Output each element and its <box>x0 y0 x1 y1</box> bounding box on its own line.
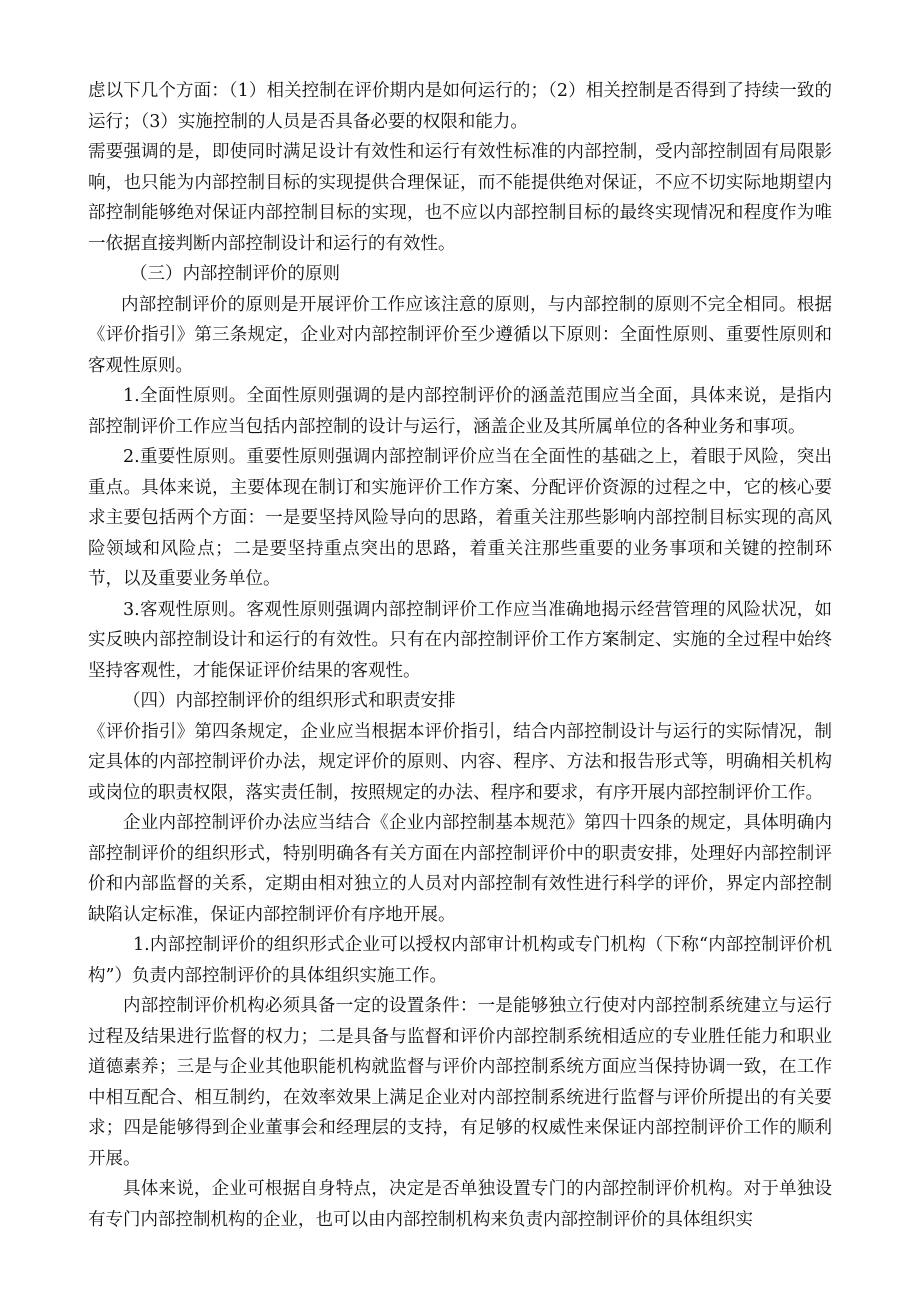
document-body <box>88 76 832 1235</box>
paragraph-importance-principle: 2.重要性原则。重要性原则强调内部控制评价应当在全面性的基础之上，着眼于风险，突出重点。具体来说，主要体现在制订和实施评价工作方案、分配评价资源的过程之中，它的核心要求主要包括两个方面：一是要坚持风险导向的思路，着重关注那些影响内部控制目标实现的高风险领域和风险点；二是要坚持重点突出的思路，着重关注那些重要的业务事项和关键的控制环节，以及重要业务单位。 <box>88 447 832 589</box>
paragraph-objectivity-principle: 3.客观性原则。客观性原则强调内部控制评价工作应当准确地揭示经营管理的风险状况，如实反映内部控制设计和运行的有效性。只有在内部控制评价工作方案制定、实施的全过程中始终坚持客观性，才能保证评价结果的客观性。 <box>88 599 832 681</box>
paragraph-specific-setup: 具体来说，企业可根据自身特点，决定是否单独设置专门的内部控制评价机构。对于单独设有专门内部控制机构的企业，也可以由内部控制机构来负责内部控制评价的具体组织实 <box>88 1179 832 1230</box>
paragraph-article-four: 《评价指引》第四条规定，企业应当根据本评价指引，结合内部控制设计与运行的实际情况，制定具体的内部控制评价办法，规定评价的原则、内容、程序、方法和报告形式等，明确相关机构或岗位的职责权限，落实责任制，按照规定的办法、程序和要求，有序开展内部控制评价工作。 <box>88 721 832 803</box>
section-heading-organization: （四）内部控制评价的组织形式和职责安排 <box>123 691 456 711</box>
paragraph-evaluation-method: 企业内部控制评价办法应当结合《企业内部控制基本规范》第四十四条的规定，具体明确内部控制评价的组织形式，特别明确各有关方面在内部控制评价中的职责安排，处理好内部控制评价和内部监督的关系，定期由相对独立的人员对内部控制有效性进行科学的评价，界定内部控制缺陷认定标准，保证内部控制评价有序地开展。 <box>88 813 832 925</box>
paragraph-continuation: 虑以下几个方面：（1）相关控制在评价期内是如何运行的；（2）相关控制是否得到了持续一致的运行；（3）实施控制的人员是否具备必要的权限和能力。 <box>88 81 832 132</box>
section-heading-principles: （三）内部控制评价的原则 <box>130 264 340 284</box>
paragraph-organization-form: 1.内部控制评价的组织形式企业可以授权内部审计机构或专门机构（下称“内部控制评价机构”）负责内部控制评价的具体组织实施工作。 <box>88 935 832 986</box>
paragraph-principles-intro: 内部控制评价的原则是开展评价工作应该注意的原则，与内部控制的原则不完全相同。根据《评价指引》第三条规定，企业对内部控制评价至少遵循以下原则：全面性原则、重要性原则和客观性原则。 <box>88 294 832 376</box>
paragraph-setup-conditions: 内部控制评价机构必须具备一定的设置条件：一是能够独立行使对内部控制系统建立与运行过程及结果进行监督的权力；二是具备与监督和评价内部控制系统相适应的专业胜任能力和职业道德素养；三是与企业其他职能机构就监督与评价内部控制系统方面应当保持协调一致，在工作中相互配合、相互制约，在效率效果上满足企业对内部控制系统进行监督与评价所提出的有关要求；四是能够得到企业董事会和经理层的支持，有足够的权威性来保证内部控制评价工作的顺利开展。 <box>88 996 832 1169</box>
paragraph-comprehensive-principle: 1.全面性原则。全面性原则强调的是内部控制评价的涵盖范围应当全面，具体来说，是指内部控制评价工作应当包括内部控制的设计与运行，涵盖企业及其所属单位的各种业务和事项。 <box>88 386 832 437</box>
paragraph-emphasis: 需要强调的是，即使同时满足设计有效性和运行有效性标准的内部控制，受内部控制固有局限影响，也只能为内部控制目标的实现提供合理保证，而不能提供绝对保证，不应不切实际地期望内部控制能够绝对保证内部控制目标的实现，也不应以内部控制目标的最终实现情况和程度作为唯一依据直接判断内部控制设计和运行的有效性。 <box>88 142 832 254</box>
